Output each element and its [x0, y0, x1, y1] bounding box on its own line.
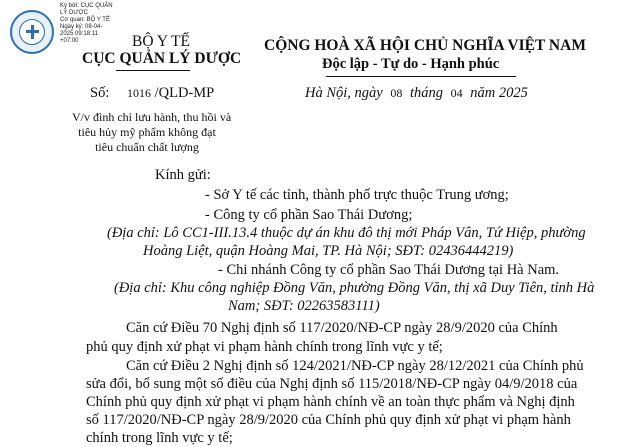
recipient-address: Hoàng Liệt, quận Hoàng Mai, TP. Hà Nội; SĐT: 02436444219)	[143, 243, 514, 259]
recipient-line: - Công ty cổ phần Sao Thái Dương;	[205, 207, 413, 223]
seal-inner	[19, 19, 45, 45]
signature-line: Cơ quan: BỘ Y TẾ	[60, 17, 110, 23]
agency-name: CỤC QUẢN LÝ DƯỢC	[82, 50, 242, 67]
signature-line: LÝ DƯỢC	[60, 10, 88, 16]
body-line: số 117/2020/NĐ-CP ngày 28/9/2020 của Chính phủ quy định xử phạt vi phạm hành	[86, 412, 571, 428]
doc-number-line	[90, 85, 214, 102]
subject-line: tiêu chuẩn chất lượng	[95, 140, 199, 154]
date-month-label: tháng	[409, 85, 444, 101]
recipient-address: (Địa chỉ: Khu công nghiệp Đồng Văn, phường Đồng Văn, thị xã Duy Tiên, tỉnh Hà	[114, 280, 595, 296]
doc-number-label: Số:	[90, 85, 110, 101]
subject-line: tiêu hủy mỹ phẩm không đạt	[78, 125, 216, 139]
ministry-name: BỘ Y TẾ	[132, 33, 190, 50]
doc-number-suffix: /QLD-MP	[154, 85, 215, 101]
seal-cross-bar	[26, 30, 39, 33]
body-line: sửa đổi, bổ sung một số điều của Nghị định số 115/2018/NĐ-CP ngày 04/9/2018 của	[86, 376, 578, 392]
date-month: 04	[450, 86, 463, 100]
recipient-address: Nam; SĐT: 02263583111)	[228, 298, 380, 314]
body-line: chính trong lĩnh vực y tế;	[86, 430, 233, 446]
body-line: Căn cứ Điều 2 Nghị định số 124/2021/NĐ-CP ngày 28/12/2021 của Chính phủ	[126, 358, 584, 374]
doc-date	[305, 85, 528, 102]
digital-signature-seal	[10, 10, 54, 54]
signature-line: 2025 09:18:11	[60, 31, 98, 37]
doc-subject	[72, 110, 232, 155]
body-line: Chính phủ quy định xử phạt vi phạm hành chính về an toàn thực phẩm và Nghị định	[86, 394, 575, 410]
date-prefix: Hà Nội, ngày	[305, 85, 383, 101]
subject-line: V/v đình chỉ lưu hành, thu hồi và	[72, 110, 232, 124]
motto: Độc lập - Tự do - Hạnh phúc	[322, 56, 500, 72]
recipient-line: - Chi nhánh Công ty cổ phần Sao Thái Dương tại Hà Nam.	[218, 262, 560, 278]
recipient-address: (Địa chỉ: Lô CC1-III.13.4 thuộc dự án khu đô thị mới Pháp Vân, Tứ Hiệp, phường	[107, 225, 586, 241]
signature-line: Ngày ký: 08-04-	[60, 24, 103, 30]
signature-line: Ký bởi: CỤC QUẢN	[60, 3, 113, 9]
signature-info	[60, 3, 120, 45]
date-year: năm 2025	[470, 85, 528, 101]
signature-line: +07:00	[60, 38, 79, 44]
date-day: 08	[390, 86, 403, 100]
recipient-line: - Sở Y tế các tỉnh, thành phố trực thuộc Trung ương;	[205, 187, 509, 203]
motto-underline	[326, 76, 516, 77]
doc-number: 1016	[126, 86, 151, 100]
body-line: Căn cứ Điều 70 Nghị định số 117/2020/NĐ-CP ngày 28/9/2020 của Chính	[126, 320, 558, 336]
nation-title: CỘNG HOÀ XÃ HỘI CHỦ NGHĨA VIỆT NAM	[264, 37, 586, 54]
agency-underline	[116, 70, 190, 71]
greeting: Kính gửi:	[155, 167, 211, 183]
body-line: phủ quy định xử phạt vi phạm hành chính trong lĩnh vực y tế;	[86, 339, 443, 355]
